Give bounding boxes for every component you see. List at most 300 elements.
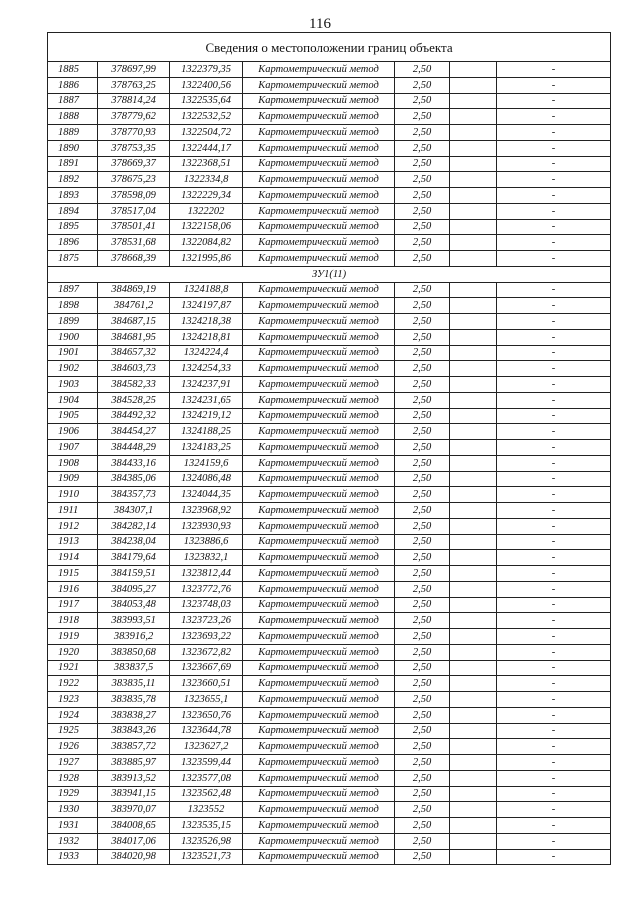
- x-coordinate-cell: 378697,99: [98, 62, 170, 78]
- description-cell: -: [497, 298, 611, 314]
- y-coordinate-cell: 1323748,03: [170, 597, 243, 613]
- accuracy-cell: 2,50: [395, 298, 450, 314]
- empty-cell: [450, 77, 497, 93]
- table-row: [48, 219, 611, 235]
- method-cell: Картометрический метод: [243, 581, 395, 597]
- y-coordinate-cell: 1324254,33: [170, 361, 243, 377]
- table-row: [48, 172, 611, 188]
- accuracy-cell: 2,50: [395, 345, 450, 361]
- table-row: [48, 755, 611, 771]
- accuracy-cell: 2,50: [395, 613, 450, 629]
- empty-cell: [450, 125, 497, 141]
- x-coordinate-cell: 383835,11: [98, 676, 170, 692]
- method-cell: Картометрический метод: [243, 203, 395, 219]
- table-row: [48, 707, 611, 723]
- x-coordinate-cell: 378501,41: [98, 219, 170, 235]
- method-cell: Картометрический метод: [243, 487, 395, 503]
- table-title-row: [48, 33, 611, 62]
- y-coordinate-cell: 1323812,44: [170, 566, 243, 582]
- empty-cell: [450, 818, 497, 834]
- point-number-cell: 1896: [48, 235, 98, 251]
- description-cell: -: [497, 440, 611, 456]
- empty-cell: [450, 329, 497, 345]
- x-coordinate-cell: 384454,27: [98, 424, 170, 440]
- method-cell: Картометрический метод: [243, 282, 395, 298]
- x-coordinate-cell: 378531,68: [98, 235, 170, 251]
- table-row: [48, 518, 611, 534]
- method-cell: Картометрический метод: [243, 298, 395, 314]
- table-row: [48, 361, 611, 377]
- empty-cell: [450, 314, 497, 330]
- x-coordinate-cell: 384603,73: [98, 361, 170, 377]
- point-number-cell: 1917: [48, 597, 98, 613]
- accuracy-cell: 2,50: [395, 471, 450, 487]
- description-cell: -: [497, 109, 611, 125]
- table-row: [48, 597, 611, 613]
- x-coordinate-cell: 384681,95: [98, 329, 170, 345]
- point-number-cell: 1888: [48, 109, 98, 125]
- method-cell: Картометрический метод: [243, 566, 395, 582]
- method-cell: Картометрический метод: [243, 550, 395, 566]
- empty-cell: [450, 739, 497, 755]
- x-coordinate-cell: 384657,32: [98, 345, 170, 361]
- empty-cell: [450, 487, 497, 503]
- point-number-cell: 1930: [48, 802, 98, 818]
- empty-cell: [450, 282, 497, 298]
- point-number-cell: 1920: [48, 644, 98, 660]
- point-number-cell: 1911: [48, 503, 98, 519]
- empty-cell: [450, 597, 497, 613]
- y-coordinate-cell: 1324218,81: [170, 329, 243, 345]
- y-coordinate-cell: 1322158,06: [170, 219, 243, 235]
- description-cell: -: [497, 314, 611, 330]
- point-number-cell: 1887: [48, 93, 98, 109]
- table-row: [48, 849, 611, 865]
- accuracy-cell: 2,50: [395, 676, 450, 692]
- table-row: [48, 345, 611, 361]
- empty-cell: [450, 219, 497, 235]
- empty-cell: [450, 613, 497, 629]
- accuracy-cell: 2,50: [395, 802, 450, 818]
- table-row: [48, 424, 611, 440]
- method-cell: Картометрический метод: [243, 676, 395, 692]
- method-cell: Картометрический метод: [243, 188, 395, 204]
- y-coordinate-cell: 1323672,82: [170, 644, 243, 660]
- table-row: [48, 534, 611, 550]
- table-row: [48, 818, 611, 834]
- point-number-cell: 1901: [48, 345, 98, 361]
- method-cell: Картометрический метод: [243, 660, 395, 676]
- description-cell: -: [497, 471, 611, 487]
- point-number-cell: 1890: [48, 140, 98, 156]
- accuracy-cell: 2,50: [395, 455, 450, 471]
- empty-cell: [450, 849, 497, 865]
- x-coordinate-cell: 383850,68: [98, 644, 170, 660]
- accuracy-cell: 2,50: [395, 440, 450, 456]
- accuracy-cell: 2,50: [395, 314, 450, 330]
- table-row: [48, 298, 611, 314]
- y-coordinate-cell: 1322379,35: [170, 62, 243, 78]
- empty-cell: [450, 140, 497, 156]
- x-coordinate-cell: 384053,48: [98, 597, 170, 613]
- x-coordinate-cell: 378763,25: [98, 77, 170, 93]
- accuracy-cell: 2,50: [395, 62, 450, 78]
- method-cell: Картометрический метод: [243, 345, 395, 361]
- accuracy-cell: 2,50: [395, 770, 450, 786]
- description-cell: -: [497, 93, 611, 109]
- table-row: [48, 329, 611, 345]
- table-row: [48, 377, 611, 393]
- point-number-cell: 1918: [48, 613, 98, 629]
- y-coordinate-cell: 1323660,51: [170, 676, 243, 692]
- x-coordinate-cell: 384017,06: [98, 833, 170, 849]
- method-cell: Картометрический метод: [243, 833, 395, 849]
- x-coordinate-cell: 383941,15: [98, 786, 170, 802]
- method-cell: Картометрический метод: [243, 518, 395, 534]
- method-cell: Картометрический метод: [243, 361, 395, 377]
- method-cell: Картометрический метод: [243, 723, 395, 739]
- x-coordinate-cell: 384528,25: [98, 392, 170, 408]
- x-coordinate-cell: 383843,26: [98, 723, 170, 739]
- empty-cell: [450, 786, 497, 802]
- description-cell: -: [497, 235, 611, 251]
- y-coordinate-cell: 1323577,08: [170, 770, 243, 786]
- accuracy-cell: 2,50: [395, 361, 450, 377]
- y-coordinate-cell: 1324188,8: [170, 282, 243, 298]
- table-row: [48, 251, 611, 267]
- empty-cell: [450, 755, 497, 771]
- x-coordinate-cell: 384492,32: [98, 408, 170, 424]
- point-number-cell: 1899: [48, 314, 98, 330]
- empty-cell: [450, 361, 497, 377]
- method-cell: Картометрический метод: [243, 140, 395, 156]
- y-coordinate-cell: 1322504,72: [170, 125, 243, 141]
- y-coordinate-cell: 1323526,98: [170, 833, 243, 849]
- accuracy-cell: 2,50: [395, 235, 450, 251]
- description-cell: -: [497, 802, 611, 818]
- accuracy-cell: 2,50: [395, 329, 450, 345]
- empty-cell: [450, 440, 497, 456]
- point-number-cell: 1886: [48, 77, 98, 93]
- table-row: [48, 723, 611, 739]
- accuracy-cell: 2,50: [395, 377, 450, 393]
- accuracy-cell: 2,50: [395, 818, 450, 834]
- y-coordinate-cell: 1323772,76: [170, 581, 243, 597]
- point-number-cell: 1924: [48, 707, 98, 723]
- method-cell: Картометрический метод: [243, 597, 395, 613]
- description-cell: -: [497, 581, 611, 597]
- description-cell: -: [497, 786, 611, 802]
- accuracy-cell: 2,50: [395, 581, 450, 597]
- description-cell: -: [497, 550, 611, 566]
- empty-cell: [450, 203, 497, 219]
- x-coordinate-cell: 384020,98: [98, 849, 170, 865]
- description-cell: -: [497, 676, 611, 692]
- empty-cell: [450, 471, 497, 487]
- table-row: [48, 203, 611, 219]
- method-cell: Картометрический метод: [243, 707, 395, 723]
- empty-cell: [450, 62, 497, 78]
- empty-cell: [450, 345, 497, 361]
- method-cell: Картометрический метод: [243, 739, 395, 755]
- x-coordinate-cell: 378770,93: [98, 125, 170, 141]
- point-number-cell: 1931: [48, 818, 98, 834]
- point-number-cell: 1907: [48, 440, 98, 456]
- y-coordinate-cell: 1323521,73: [170, 849, 243, 865]
- accuracy-cell: 2,50: [395, 550, 450, 566]
- x-coordinate-cell: 383913,52: [98, 770, 170, 786]
- method-cell: Картометрический метод: [243, 534, 395, 550]
- y-coordinate-cell: 1323599,44: [170, 755, 243, 771]
- y-coordinate-cell: 1324218,38: [170, 314, 243, 330]
- y-coordinate-cell: 1322229,34: [170, 188, 243, 204]
- point-number-cell: 1933: [48, 849, 98, 865]
- y-coordinate-cell: 1322334,8: [170, 172, 243, 188]
- empty-cell: [450, 550, 497, 566]
- point-number-cell: 1916: [48, 581, 98, 597]
- description-cell: -: [497, 455, 611, 471]
- y-coordinate-cell: 1323832,1: [170, 550, 243, 566]
- y-coordinate-cell: 1324159,6: [170, 455, 243, 471]
- point-number-cell: 1932: [48, 833, 98, 849]
- point-number-cell: 1905: [48, 408, 98, 424]
- table-row: [48, 140, 611, 156]
- x-coordinate-cell: 384008,65: [98, 818, 170, 834]
- method-cell: Картометрический метод: [243, 156, 395, 172]
- empty-cell: [450, 188, 497, 204]
- x-coordinate-cell: 384307,1: [98, 503, 170, 519]
- table-row: [48, 93, 611, 109]
- y-coordinate-cell: 1323627,2: [170, 739, 243, 755]
- table-row: [48, 392, 611, 408]
- accuracy-cell: 2,50: [395, 487, 450, 503]
- y-coordinate-cell: 1323968,92: [170, 503, 243, 519]
- point-number-cell: 1894: [48, 203, 98, 219]
- description-cell: -: [497, 282, 611, 298]
- section-header-row: [48, 266, 611, 282]
- x-coordinate-cell: 378669,37: [98, 156, 170, 172]
- empty-cell: [450, 644, 497, 660]
- table-row: [48, 471, 611, 487]
- accuracy-cell: 2,50: [395, 424, 450, 440]
- point-number-cell: 1925: [48, 723, 98, 739]
- x-coordinate-cell: 384357,73: [98, 487, 170, 503]
- accuracy-cell: 2,50: [395, 219, 450, 235]
- description-cell: -: [497, 518, 611, 534]
- x-coordinate-cell: 378779,62: [98, 109, 170, 125]
- y-coordinate-cell: 1322084,82: [170, 235, 243, 251]
- point-number-cell: 1927: [48, 755, 98, 771]
- description-cell: -: [497, 755, 611, 771]
- method-cell: Картометрический метод: [243, 392, 395, 408]
- table-row: [48, 613, 611, 629]
- empty-cell: [450, 802, 497, 818]
- table-row: [48, 125, 611, 141]
- y-coordinate-cell: 1323655,1: [170, 692, 243, 708]
- description-cell: -: [497, 361, 611, 377]
- description-cell: -: [497, 392, 611, 408]
- description-cell: -: [497, 770, 611, 786]
- accuracy-cell: 2,50: [395, 755, 450, 771]
- table-row: [48, 235, 611, 251]
- method-cell: Картометрический метод: [243, 62, 395, 78]
- y-coordinate-cell: 1324224,4: [170, 345, 243, 361]
- method-cell: Картометрический метод: [243, 770, 395, 786]
- point-number-cell: 1929: [48, 786, 98, 802]
- x-coordinate-cell: 383835,78: [98, 692, 170, 708]
- y-coordinate-cell: 1322202: [170, 203, 243, 219]
- page-number: 116: [309, 16, 331, 32]
- x-coordinate-cell: 384238,04: [98, 534, 170, 550]
- empty-cell: [450, 518, 497, 534]
- accuracy-cell: 2,50: [395, 629, 450, 645]
- description-cell: -: [497, 125, 611, 141]
- x-coordinate-cell: 384687,15: [98, 314, 170, 330]
- y-coordinate-cell: 1322532,52: [170, 109, 243, 125]
- table-row: [48, 503, 611, 519]
- method-cell: Картометрический метод: [243, 471, 395, 487]
- y-coordinate-cell: 1324086,48: [170, 471, 243, 487]
- empty-cell: [450, 109, 497, 125]
- description-cell: -: [497, 251, 611, 267]
- method-cell: Картометрический метод: [243, 692, 395, 708]
- accuracy-cell: 2,50: [395, 392, 450, 408]
- y-coordinate-cell: 1323552: [170, 802, 243, 818]
- y-coordinate-cell: 1324231,65: [170, 392, 243, 408]
- x-coordinate-cell: 378517,04: [98, 203, 170, 219]
- empty-cell: [450, 629, 497, 645]
- accuracy-cell: 2,50: [395, 534, 450, 550]
- method-cell: Картометрический метод: [243, 818, 395, 834]
- point-number-cell: 1885: [48, 62, 98, 78]
- empty-cell: [450, 566, 497, 582]
- method-cell: Картометрический метод: [243, 329, 395, 345]
- method-cell: Картометрический метод: [243, 455, 395, 471]
- empty-cell: [450, 235, 497, 251]
- table-row: [48, 487, 611, 503]
- empty-cell: [450, 298, 497, 314]
- description-cell: -: [497, 534, 611, 550]
- point-number-cell: 1921: [48, 660, 98, 676]
- table-row: [48, 644, 611, 660]
- point-number-cell: 1912: [48, 518, 98, 534]
- point-number-cell: 1914: [48, 550, 98, 566]
- method-cell: Картометрический метод: [243, 440, 395, 456]
- empty-cell: [450, 833, 497, 849]
- accuracy-cell: 2,50: [395, 109, 450, 125]
- method-cell: Картометрический метод: [243, 93, 395, 109]
- y-coordinate-cell: 1322444,17: [170, 140, 243, 156]
- point-number-cell: 1926: [48, 739, 98, 755]
- y-coordinate-cell: 1324219,12: [170, 408, 243, 424]
- y-coordinate-cell: 1323535,15: [170, 818, 243, 834]
- empty-cell: [450, 581, 497, 597]
- table-row: [48, 833, 611, 849]
- description-cell: -: [497, 566, 611, 582]
- accuracy-cell: 2,50: [395, 188, 450, 204]
- x-coordinate-cell: 384761,2: [98, 298, 170, 314]
- table-row: [48, 802, 611, 818]
- point-number-cell: 1915: [48, 566, 98, 582]
- method-cell: Картометрический метод: [243, 755, 395, 771]
- accuracy-cell: 2,50: [395, 518, 450, 534]
- accuracy-cell: 2,50: [395, 77, 450, 93]
- point-number-cell: 1889: [48, 125, 98, 141]
- y-coordinate-cell: 1324237,91: [170, 377, 243, 393]
- description-cell: -: [497, 660, 611, 676]
- table-row: [48, 660, 611, 676]
- accuracy-cell: 2,50: [395, 203, 450, 219]
- empty-cell: [450, 534, 497, 550]
- point-number-cell: 1903: [48, 377, 98, 393]
- x-coordinate-cell: 378668,39: [98, 251, 170, 267]
- accuracy-cell: 2,50: [395, 660, 450, 676]
- accuracy-cell: 2,50: [395, 408, 450, 424]
- point-number-cell: 1900: [48, 329, 98, 345]
- accuracy-cell: 2,50: [395, 503, 450, 519]
- point-number-cell: 1923: [48, 692, 98, 708]
- table-row: [48, 408, 611, 424]
- description-cell: -: [497, 77, 611, 93]
- empty-cell: [450, 172, 497, 188]
- point-number-cell: 1910: [48, 487, 98, 503]
- description-cell: -: [497, 629, 611, 645]
- description-cell: -: [497, 597, 611, 613]
- accuracy-cell: 2,50: [395, 786, 450, 802]
- description-cell: -: [497, 818, 611, 834]
- method-cell: Картометрический метод: [243, 235, 395, 251]
- accuracy-cell: 2,50: [395, 597, 450, 613]
- point-number-cell: 1919: [48, 629, 98, 645]
- x-coordinate-cell: 378675,23: [98, 172, 170, 188]
- method-cell: Картометрический метод: [243, 613, 395, 629]
- table-row: [48, 566, 611, 582]
- accuracy-cell: 2,50: [395, 644, 450, 660]
- method-cell: Картометрический метод: [243, 629, 395, 645]
- point-number-cell: 1893: [48, 188, 98, 204]
- x-coordinate-cell: 378598,09: [98, 188, 170, 204]
- x-coordinate-cell: 384433,16: [98, 455, 170, 471]
- description-cell: -: [497, 644, 611, 660]
- empty-cell: [450, 424, 497, 440]
- description-cell: -: [497, 424, 611, 440]
- x-coordinate-cell: 378753,35: [98, 140, 170, 156]
- description-cell: -: [497, 203, 611, 219]
- description-cell: -: [497, 219, 611, 235]
- x-coordinate-cell: 384179,64: [98, 550, 170, 566]
- accuracy-cell: 2,50: [395, 251, 450, 267]
- y-coordinate-cell: 1322368,51: [170, 156, 243, 172]
- method-cell: Картометрический метод: [243, 644, 395, 660]
- accuracy-cell: 2,50: [395, 849, 450, 865]
- empty-cell: [450, 676, 497, 692]
- empty-cell: [450, 723, 497, 739]
- accuracy-cell: 2,50: [395, 566, 450, 582]
- x-coordinate-cell: 383885,97: [98, 755, 170, 771]
- x-coordinate-cell: 383838,27: [98, 707, 170, 723]
- y-coordinate-cell: 1323693,22: [170, 629, 243, 645]
- empty-cell: [450, 93, 497, 109]
- empty-cell: [450, 455, 497, 471]
- method-cell: Картометрический метод: [243, 503, 395, 519]
- x-coordinate-cell: 383857,72: [98, 739, 170, 755]
- accuracy-cell: 2,50: [395, 833, 450, 849]
- table-row: [48, 550, 611, 566]
- description-cell: -: [497, 487, 611, 503]
- method-cell: Картометрический метод: [243, 109, 395, 125]
- description-cell: -: [497, 707, 611, 723]
- section-label: ЗУ1(11): [48, 266, 611, 282]
